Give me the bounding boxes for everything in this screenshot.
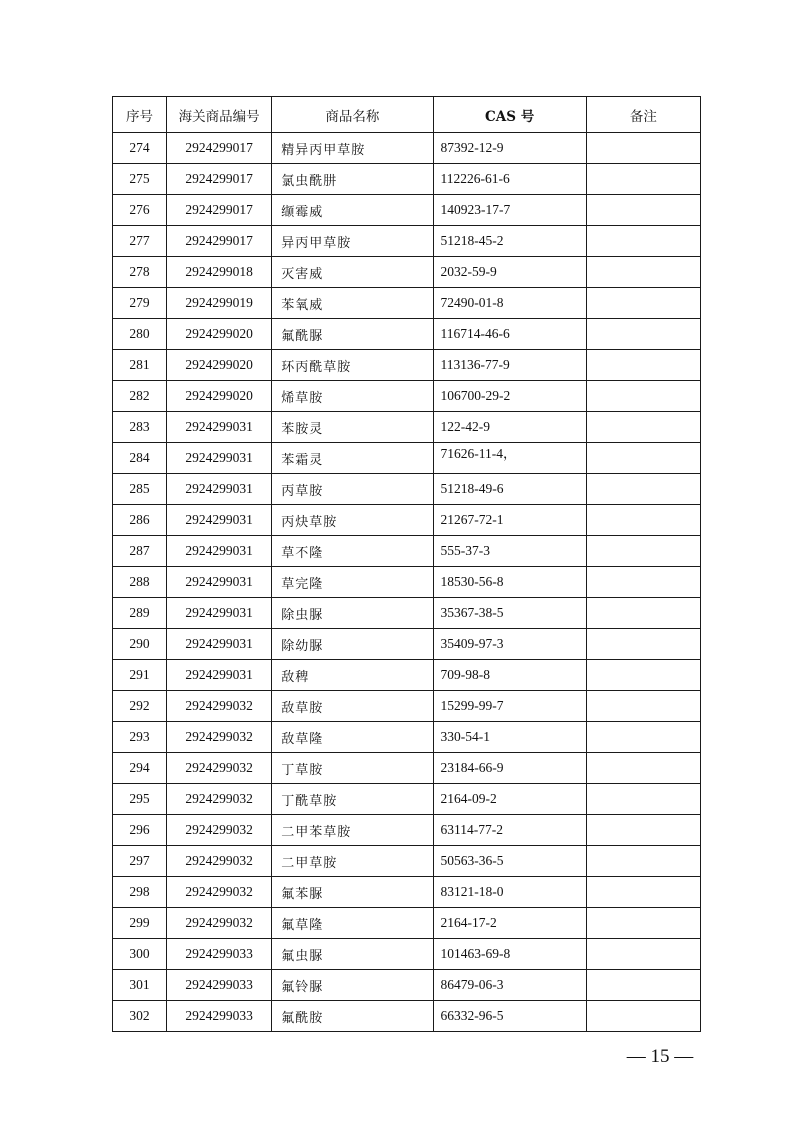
row-remarks [586,753,700,784]
row-remarks [586,1001,700,1032]
row-cas-no: 35367-38-5 [433,598,586,629]
row-index: 279 [113,288,167,319]
row-product-name: 氟酰脲 [272,319,433,350]
row-index: 277 [113,226,167,257]
row-index: 297 [113,846,167,877]
row-product-name: 除幼脲 [272,629,433,660]
row-product-name: 苯胺灵 [272,412,433,443]
row-product-name: 二甲苯草胺 [272,815,433,846]
table-row [113,536,701,567]
row-cas-no: 2164-09-2 [433,784,586,815]
row-product-name: 敌稗 [272,660,433,691]
row-product-name: 氟酰胺 [272,1001,433,1032]
row-remarks [586,722,700,753]
row-cas-no: 116714-46-6 [433,319,586,350]
table-row [113,474,701,505]
row-product-name: 烯草胺 [272,381,433,412]
row-product-name: 精异丙甲草胺 [272,133,433,164]
row-cas-no: 122-42-9 [433,412,586,443]
row-index: 294 [113,753,167,784]
table-row [113,381,701,412]
row-index: 282 [113,381,167,412]
row-remarks [586,412,700,443]
row-cas-no: 21267-72-1 [433,505,586,536]
row-index: 276 [113,195,167,226]
table-row [113,257,701,288]
row-product-name: 草完隆 [272,567,433,598]
header-cas-no: CAS 号 [433,97,586,133]
row-remarks [586,350,700,381]
row-customs-code: 2924299018 [167,257,272,288]
row-remarks [586,970,700,1001]
row-cas-no: 50563-36-5 [433,846,586,877]
row-product-name: 氟苯脲 [272,877,433,908]
row-remarks [586,567,700,598]
row-customs-code: 2924299031 [167,629,272,660]
row-remarks [586,660,700,691]
row-product-name: 敌草隆 [272,722,433,753]
row-index: 298 [113,877,167,908]
row-cas-no: 18530-56-8 [433,567,586,598]
row-index: 281 [113,350,167,381]
row-remarks [586,691,700,722]
row-product-name: 苯氧威 [272,288,433,319]
row-product-name: 苯霜灵 [272,443,433,474]
row-cas-no: 113136-77-9 [433,350,586,381]
row-index: 285 [113,474,167,505]
row-remarks [586,319,700,350]
row-cas-no: 51218-45-2 [433,226,586,257]
row-remarks [586,784,700,815]
row-remarks [586,443,700,474]
row-remarks [586,815,700,846]
row-product-name: 丙炔草胺 [272,505,433,536]
row-customs-code: 2924299017 [167,226,272,257]
table-row [113,598,701,629]
page-number: — 15 — [626,1046,694,1067]
row-cas-no: 66332-96-5 [433,1001,586,1032]
table-row [113,970,701,1001]
table-row [113,350,701,381]
row-index: 291 [113,660,167,691]
table-row [113,443,701,474]
row-remarks [586,939,700,970]
row-customs-code: 2924299033 [167,939,272,970]
row-product-name: 氟铃脲 [272,970,433,1001]
row-cas-no: 140923-17-7 [433,195,586,226]
row-customs-code: 2924299020 [167,350,272,381]
row-product-name: 缬霉威 [272,195,433,226]
row-remarks [586,474,700,505]
row-remarks [586,908,700,939]
row-index: 299 [113,908,167,939]
table-row [113,629,701,660]
row-index: 284 [113,443,167,474]
row-remarks [586,877,700,908]
row-customs-code: 2924299031 [167,412,272,443]
row-remarks [586,846,700,877]
row-remarks [586,598,700,629]
row-customs-code: 2924299031 [167,443,272,474]
row-cas-no: 112226-61-6 [433,164,586,195]
row-index: 280 [113,319,167,350]
row-remarks [586,226,700,257]
chemical-list-table [112,96,701,1032]
row-cas-no: 101463-69-8 [433,939,586,970]
row-index: 300 [113,939,167,970]
table-row [113,133,701,164]
row-customs-code: 2924299033 [167,970,272,1001]
table-row [113,784,701,815]
row-cas-no: 709-98-8 [433,660,586,691]
row-customs-code: 2924299032 [167,722,272,753]
table-row [113,412,701,443]
row-product-name: 氟草隆 [272,908,433,939]
table-row [113,319,701,350]
table-row [113,846,701,877]
row-product-name: 二甲草胺 [272,846,433,877]
row-customs-code: 2924299017 [167,195,272,226]
row-cas-no: 2032-59-9 [433,257,586,288]
row-cas-no: 86479-06-3 [433,970,586,1001]
row-index: 293 [113,722,167,753]
row-customs-code: 2924299020 [167,381,272,412]
header-customs-code: 海关商品编号 [167,97,272,133]
row-index: 289 [113,598,167,629]
row-customs-code: 2924299031 [167,536,272,567]
row-customs-code: 2924299020 [167,319,272,350]
row-index: 302 [113,1001,167,1032]
row-product-name: 除虫脲 [272,598,433,629]
row-customs-code: 2924299017 [167,133,272,164]
header-index: 序号 [113,97,167,133]
row-remarks [586,536,700,567]
row-remarks [586,505,700,536]
row-product-name: 灭害威 [272,257,433,288]
table-row [113,939,701,970]
table-row [113,815,701,846]
header-remarks: 备注 [586,97,700,133]
row-customs-code: 2924299032 [167,691,272,722]
row-remarks [586,288,700,319]
row-remarks [586,257,700,288]
row-product-name: 氯虫酰肼 [272,164,433,195]
table-row [113,660,701,691]
row-remarks [586,195,700,226]
table-header-row [113,97,701,133]
row-customs-code: 2924299019 [167,288,272,319]
row-customs-code: 2924299032 [167,753,272,784]
header-product-name: 商品名称 [272,97,433,133]
row-index: 290 [113,629,167,660]
row-product-name: 异丙甲草胺 [272,226,433,257]
row-index: 278 [113,257,167,288]
table-row [113,1001,701,1032]
row-customs-code: 2924299032 [167,877,272,908]
row-product-name: 环丙酰草胺 [272,350,433,381]
row-index: 275 [113,164,167,195]
table-row [113,722,701,753]
row-index: 288 [113,567,167,598]
row-remarks [586,133,700,164]
row-remarks [586,164,700,195]
table-row [113,567,701,598]
table-row [113,505,701,536]
row-cas-no: 51218-49-6 [433,474,586,505]
table-row [113,288,701,319]
row-customs-code: 2924299031 [167,505,272,536]
row-remarks [586,629,700,660]
row-product-name: 丁酰草胺 [272,784,433,815]
row-cas-no: 2164-17-2 [433,908,586,939]
row-cas-no: 87392-12-9 [433,133,586,164]
row-product-name: 敌草胺 [272,691,433,722]
row-product-name: 丁草胺 [272,753,433,784]
row-customs-code: 2924299032 [167,846,272,877]
table-row [113,195,701,226]
row-index: 286 [113,505,167,536]
table-row [113,877,701,908]
row-index: 283 [113,412,167,443]
row-remarks [586,381,700,412]
table-row [113,753,701,784]
row-cas-no: 330-54-1 [433,722,586,753]
row-customs-code: 2924299031 [167,567,272,598]
row-cas-no: 106700-29-2 [433,381,586,412]
row-index: 296 [113,815,167,846]
row-index: 292 [113,691,167,722]
row-customs-code: 2924299032 [167,815,272,846]
row-cas-no: 23184-66-9 [433,753,586,784]
row-cas-no: 555-37-3 [433,536,586,567]
table-row [113,908,701,939]
row-cas-no: 72490-01-8 [433,288,586,319]
row-customs-code: 2924299031 [167,598,272,629]
row-cas-no: 35409-97-3 [433,629,586,660]
row-index: 295 [113,784,167,815]
row-product-name: 丙草胺 [272,474,433,505]
row-customs-code: 2924299031 [167,474,272,505]
row-index: 301 [113,970,167,1001]
row-cas-no: 15299-99-7 [433,691,586,722]
table-row [113,164,701,195]
row-customs-code: 2924299033 [167,1001,272,1032]
table-row [113,691,701,722]
row-customs-code: 2924299032 [167,784,272,815]
table-row [113,226,701,257]
table-body [113,133,701,1032]
row-customs-code: 2924299017 [167,164,272,195]
row-cas-no: 63114-77-2 [433,815,586,846]
row-index: 287 [113,536,167,567]
row-product-name: 草不隆 [272,536,433,567]
row-cas-no: 83121-18-0 [433,877,586,908]
row-product-name: 氟虫脲 [272,939,433,970]
row-customs-code: 2924299031 [167,660,272,691]
row-index: 274 [113,133,167,164]
row-customs-code: 2924299032 [167,908,272,939]
row-cas-no: 71626-11-4， [433,443,586,474]
